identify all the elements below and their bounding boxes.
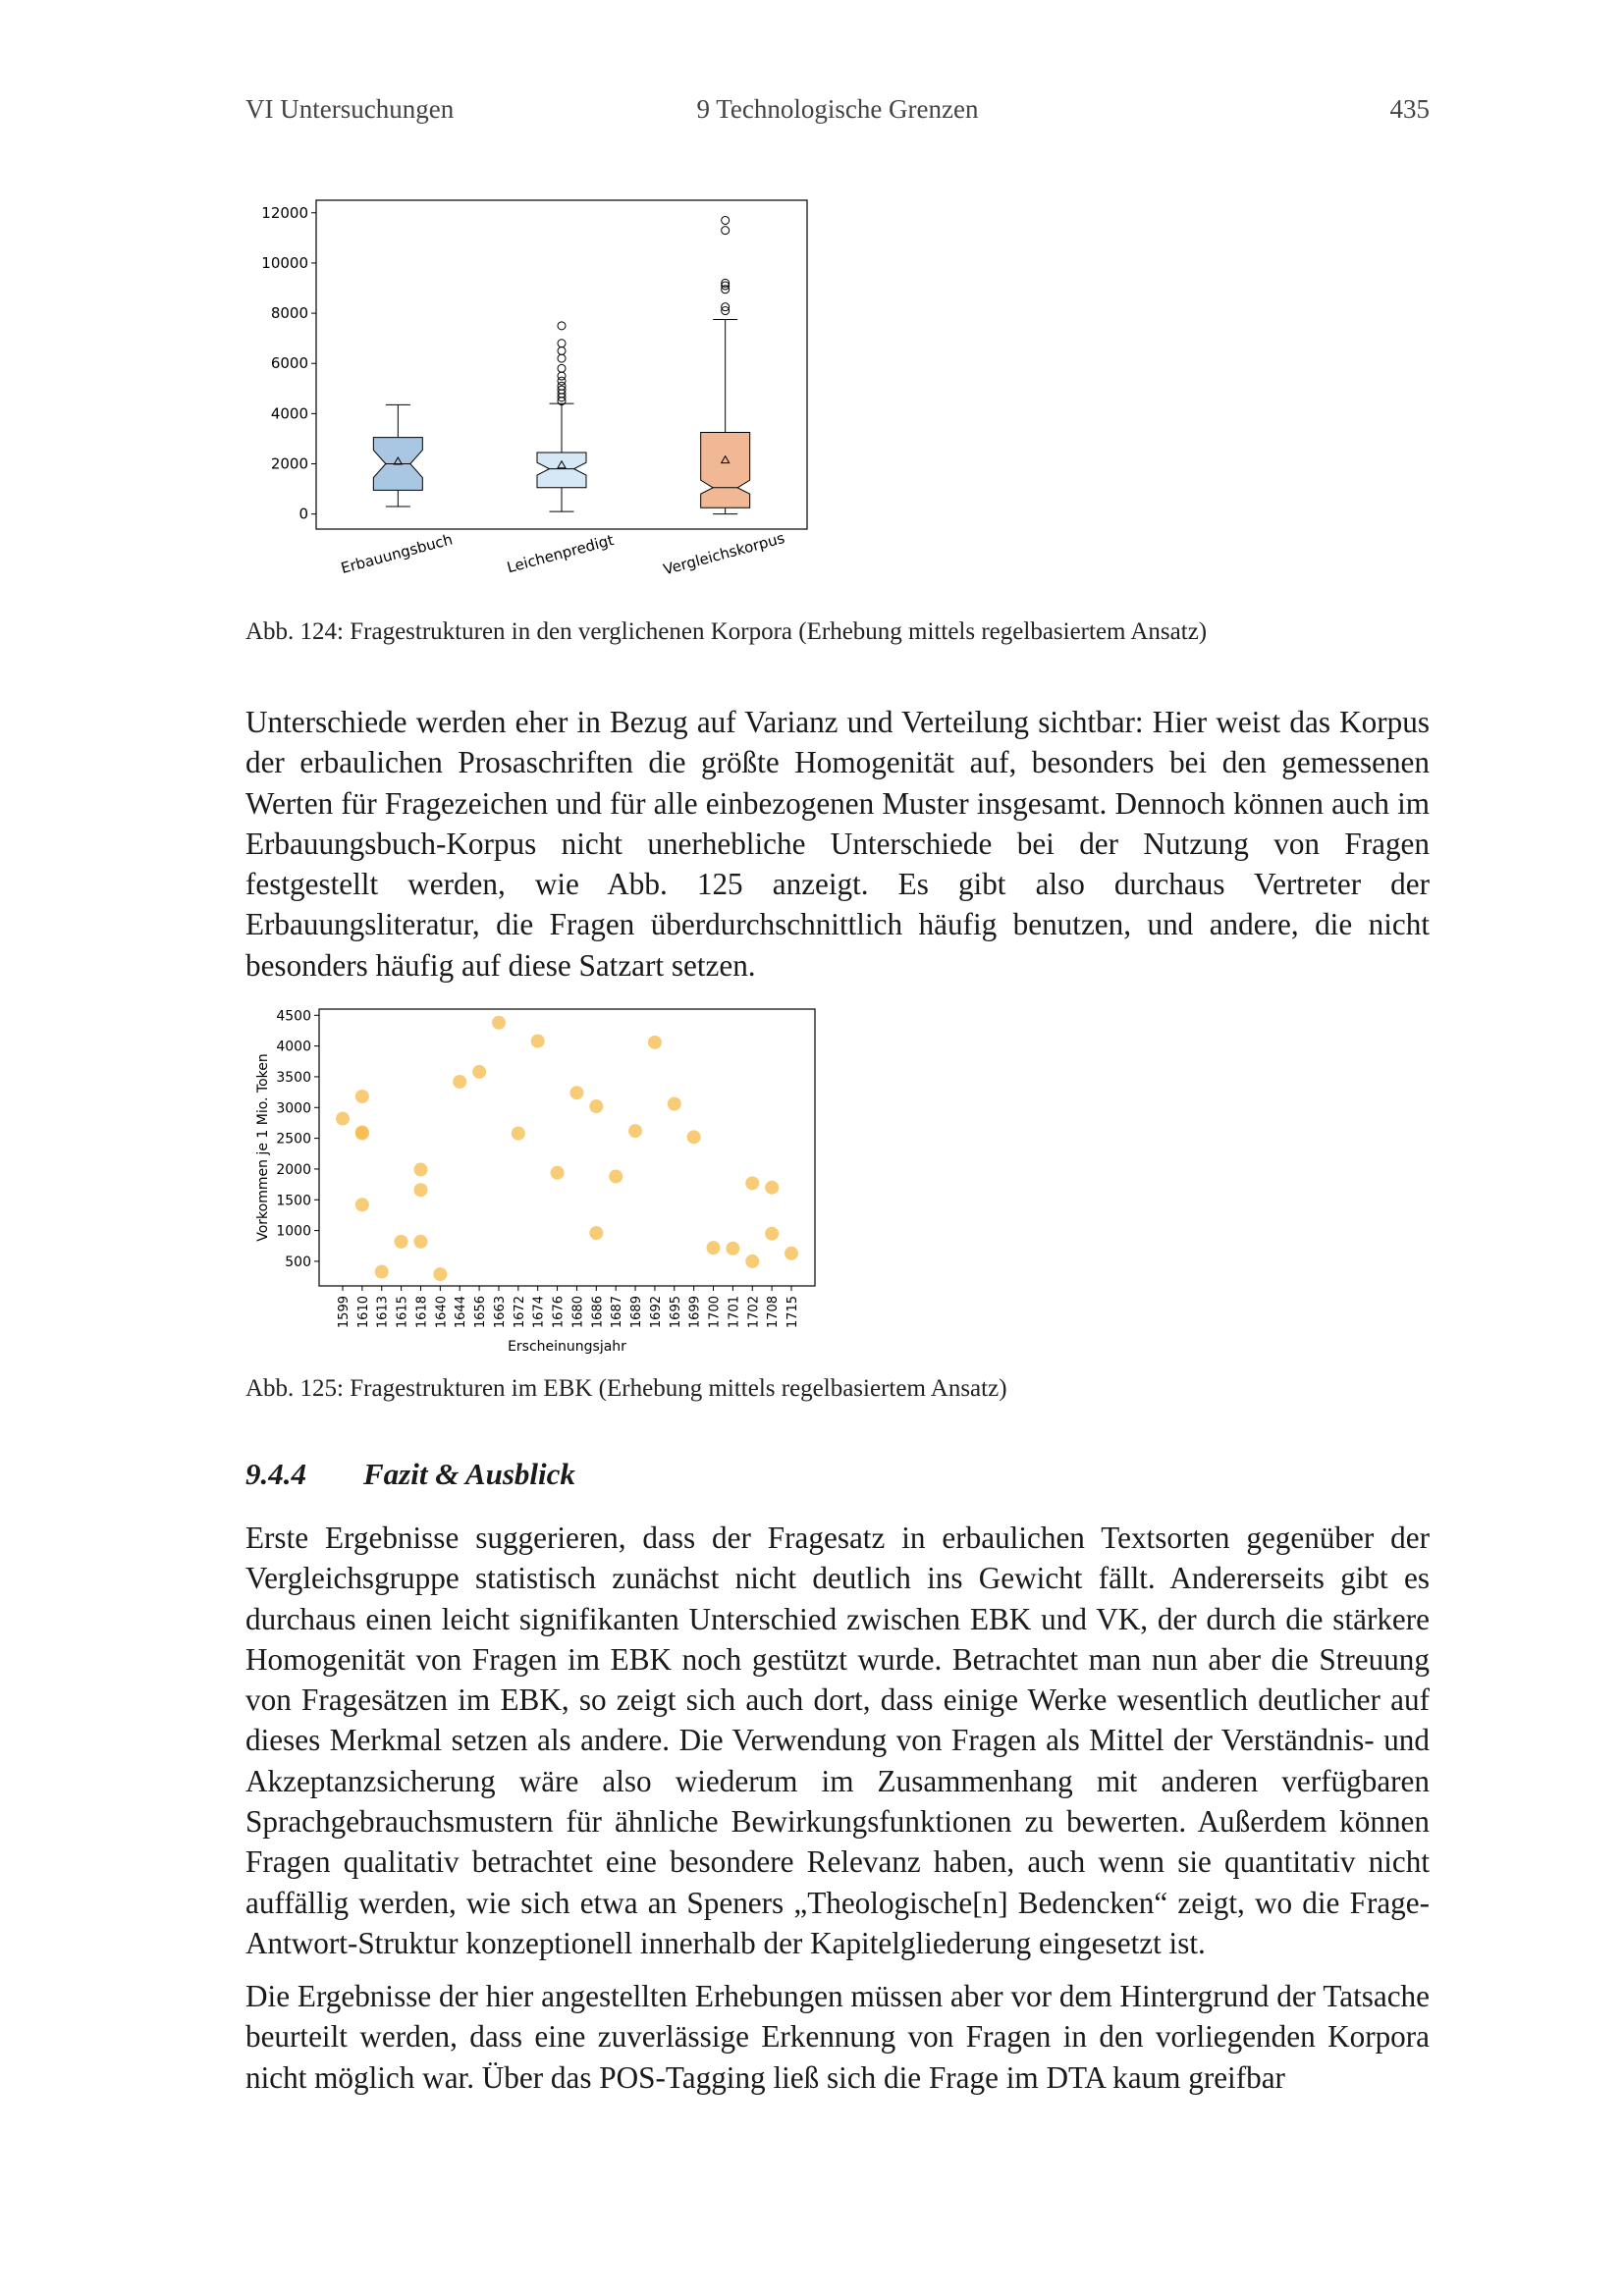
- section-title: Fazit & Ausblick: [363, 1457, 575, 1491]
- x-tick-label: 1708: [766, 1296, 782, 1329]
- outlier-point: [558, 347, 566, 354]
- x-tick-label: Erbauungsbuch: [339, 530, 455, 578]
- x-tick-label: Vergleichskorpus: [661, 529, 787, 579]
- data-point: [375, 1265, 389, 1279]
- x-tick-label: 1692: [648, 1296, 664, 1329]
- data-point: [551, 1166, 565, 1180]
- x-tick-label: 1687: [610, 1296, 625, 1329]
- data-point: [413, 1183, 427, 1197]
- section-heading: [245, 1457, 1430, 1492]
- data-point: [765, 1227, 779, 1241]
- outlier-point: [558, 340, 566, 347]
- running-head: [245, 94, 1430, 133]
- x-tick-label: 1701: [727, 1296, 742, 1329]
- x-tick-label: 1674: [531, 1296, 547, 1329]
- data-point: [413, 1235, 427, 1249]
- outlier-point: [722, 227, 730, 235]
- x-tick-label: 1699: [687, 1296, 703, 1329]
- data-point: [785, 1247, 798, 1260]
- x-tick-label: 1613: [375, 1296, 391, 1329]
- data-point: [531, 1035, 545, 1048]
- page-number: 435: [1389, 94, 1430, 124]
- section-number: 9.4.4: [245, 1457, 306, 1491]
- data-point: [492, 1016, 506, 1030]
- x-tick-label: 1676: [551, 1296, 567, 1329]
- running-head-part: VI Untersuchungen: [245, 94, 455, 124]
- outlier-point: [558, 322, 566, 330]
- y-tick-label: 8000: [270, 304, 308, 323]
- y-tick-label: 10000: [261, 253, 308, 272]
- x-tick-label: 1689: [629, 1296, 645, 1329]
- figure-boxplot: [245, 187, 835, 599]
- data-point: [355, 1127, 369, 1141]
- y-tick-label: 12000: [261, 203, 308, 222]
- x-axis-label: Erscheinungsjahr: [508, 1339, 626, 1355]
- data-point: [745, 1255, 759, 1268]
- body-paragraph: Erste Ergebnisse suggerieren, dass der Fragesatz in erbaulichen Textsorten gegenüber der Vergleichsgruppe statistisch zunächst nicht deutlich ins Gewicht fällt. Andererseits gibt es durchaus einen leicht signifikanten Unterschied zwischen EBK und VK, der durch die stärkere Homogenität von Fragen im EBK noch gestützt wurde. Betrachtet man nun aber die Streuung von Fragesätzen im EBK, so zeigt sich auch dort, dass einige Werke wesentlich deutlicher auf dieses Merkmal setzen als andere. Die Verwendung von Fragen als Mittel der Verständnis- und Akzeptanzsicherung wäre also wiederum im Zusammenhang mit anderen verfügbaren Sprachgebrauchsmustern für ähnliche Bewirkungsfunktionen zu bewerten. Außerdem können Fragen qualitativ betrachtet eine besondere Relevanz haben, auch wenn sie quantitativ nicht auffällig werden, wie sich etwa an Speners „Theologische[n] Bedencken“ zeigt, wo die Frage-Antwort-Struktur konzeptionell innerhalb der Kapitelgliederung eingesetzt ist.: [245, 1521, 1430, 1960]
- data-point: [687, 1130, 701, 1144]
- data-point: [628, 1124, 642, 1138]
- x-tick-label: 1656: [473, 1296, 489, 1329]
- data-point: [609, 1169, 623, 1183]
- x-tick-label: Leichenpredigt: [505, 531, 616, 577]
- box-body: [701, 433, 750, 508]
- data-point: [355, 1198, 369, 1211]
- data-point: [512, 1127, 525, 1141]
- outlier-point: [558, 364, 566, 372]
- outlier-point: [722, 216, 730, 224]
- data-point: [668, 1097, 681, 1111]
- data-point: [765, 1181, 779, 1195]
- x-tick-label: 1663: [492, 1296, 508, 1329]
- data-point: [355, 1090, 369, 1103]
- body-paragraph: Die Ergebnisse der hier angestellten Erhebungen müssen aber vor dem Hintergrund der Tatsache beurteilt werden, dass eine zuverlässige Erkennung von Fragen in den vorliegenden Korpora nicht möglich war. Über das POS-Tagging ließ sich die Frage im DTA kaum greifbar: [245, 1979, 1430, 2095]
- x-tick-label: 1640: [434, 1296, 450, 1329]
- y-tick-label: 4500: [276, 1008, 311, 1025]
- x-tick-label: 1695: [668, 1296, 683, 1329]
- data-point: [707, 1241, 721, 1255]
- y-tick-label: 1500: [276, 1193, 311, 1209]
- data-point: [648, 1036, 662, 1049]
- data-point: [413, 1163, 427, 1177]
- data-point: [745, 1176, 759, 1190]
- data-point: [589, 1099, 603, 1113]
- y-tick-label: 4000: [276, 1039, 311, 1055]
- body-paragraph: Unterschiede werden eher in Bezug auf Varianz und Verteilung sichtbar: Hier weist das Korpus der erbaulichen Prosaschriften die größte Homogenität auf, besonders bei den gemessenen Werten für Fragezeichen und für alle einbezogenen Muster insgesamt. Dennoch können auch im Erbauungsbuch-Korpus nicht unerhebliche Unterschiede bei der Nutzung von Fragen festgestellt werden, wie Abb. 125 anzeigt. Es gibt also durchaus Vertreter der Erbauungsliteratur, die Fragen überdurchschnittlich häufig benutzen, und andere, die nicht besonders häufig auf diese Satzart setzen.: [245, 705, 1430, 983]
- data-point: [569, 1086, 583, 1099]
- figure-scatter: [245, 991, 835, 1355]
- box-body: [537, 453, 586, 488]
- box-leichenpredigt: [537, 322, 586, 511]
- boxplot-chart: [245, 187, 835, 599]
- y-tick-label: 2500: [276, 1131, 311, 1148]
- x-tick-label: 1618: [414, 1296, 430, 1329]
- y-axis-label: Vorkommen je 1 Mio. Token: [255, 1053, 271, 1242]
- y-tick-label: 4000: [270, 404, 308, 423]
- y-tick-label: 6000: [270, 354, 308, 373]
- x-tick-label: 1615: [395, 1296, 410, 1329]
- x-tick-label: 1599: [337, 1296, 352, 1329]
- box-vergleichskorpus: [701, 216, 750, 513]
- y-tick-label: 1000: [276, 1223, 311, 1240]
- x-tick-label: 1700: [707, 1296, 723, 1329]
- data-point: [395, 1235, 408, 1249]
- x-tick-label: 1672: [512, 1296, 527, 1329]
- y-tick-label: 2000: [270, 454, 308, 473]
- data-point: [453, 1075, 466, 1089]
- outlier-point: [558, 372, 566, 380]
- x-tick-label: 1715: [785, 1296, 800, 1329]
- scatter-chart: [245, 991, 835, 1355]
- x-tick-label: 1644: [454, 1296, 469, 1329]
- x-tick-label: 1610: [355, 1296, 371, 1329]
- y-tick-label: 0: [298, 505, 308, 523]
- x-tick-label: 1686: [590, 1296, 606, 1329]
- y-tick-label: 3500: [276, 1069, 311, 1086]
- data-point: [589, 1226, 603, 1240]
- box-erbauungsbuch: [373, 404, 422, 507]
- data-point: [726, 1242, 739, 1255]
- y-tick-label: 2000: [276, 1161, 311, 1178]
- data-point: [472, 1065, 486, 1079]
- x-tick-label: 1702: [746, 1296, 762, 1329]
- running-head-chapter: 9 Technologische Grenzen: [696, 94, 979, 124]
- figure-caption: Abb. 125: Fragestrukturen im EBK (Erhebung mittels regelbasiertem Ansatz): [245, 1375, 1007, 1402]
- data-point: [336, 1112, 350, 1126]
- x-tick-label: 1680: [570, 1296, 586, 1329]
- y-tick-label: 500: [285, 1254, 311, 1270]
- outlier-point: [558, 354, 566, 362]
- y-tick-label: 3000: [276, 1100, 311, 1117]
- plot-frame: [319, 1009, 815, 1286]
- data-point: [433, 1267, 447, 1281]
- figure-caption: Abb. 124: Fragestrukturen in den verglichenen Korpora (Erhebung mittels regelbasiertem Ansatz): [245, 618, 1208, 645]
